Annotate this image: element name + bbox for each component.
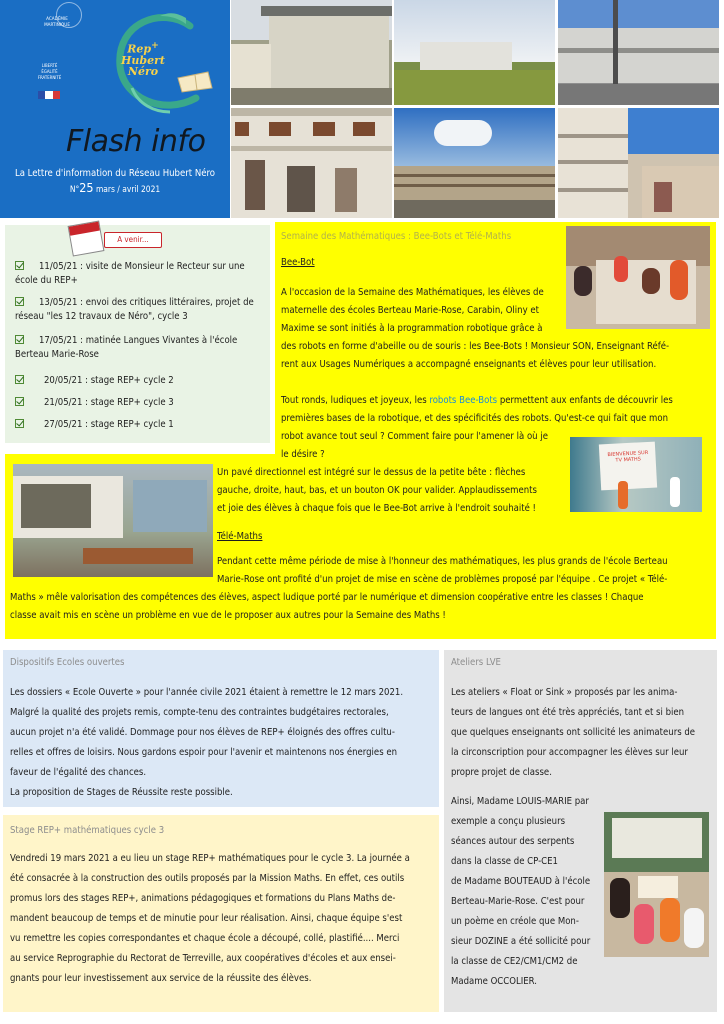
text-line: que quelques enseignants ont sollicité les animateurs de (451, 727, 696, 738)
text-line: et joie des élèves à chaque fois que le Bee-Bot arrive à l'endroit souhaité ! (217, 503, 536, 514)
event-text: 17/05/21 : matinée Langues Vivantes à l'école (39, 335, 238, 346)
text-line: Un pavé directionnel est intégré sur le dessus de la petite bête : flèches (217, 467, 526, 478)
classroom-screen-photo (13, 464, 213, 577)
republic-line: FRATERNITÉ (37, 76, 62, 81)
text-line: exemple a conçu plusieurs (451, 816, 566, 827)
text-line: A l'occasion de la Semaine des Mathématiques, les élèves de (281, 287, 544, 298)
text-line: La proposition de Stages de Réussite reste possible. (10, 787, 233, 798)
ateliers-text (451, 683, 713, 783)
issue-number: 25 (79, 180, 94, 195)
text-line: Maxime se sont initiés à la programmation robotique grâce à (281, 323, 543, 334)
event-text: école du REP+ (15, 275, 78, 286)
beebot-heading: Bee-Bot (281, 257, 315, 268)
text-line: rent aux Usages Numériques a accompagné enseignants et élèves pour leur utilisation. (281, 359, 657, 370)
page-subtitle: La Lettre d'information du Réseau Hubert Néro (14, 168, 216, 179)
beebot-paragraph-2-cont (281, 428, 563, 464)
event-text: Berteau Marie-Rose (15, 349, 99, 360)
event-text: réseau "les 12 travaux de Néro", cycle 3 (15, 311, 188, 322)
text-line: robot avance tout seul ? Comment faire pour l'amener là où je (281, 431, 548, 442)
issue-prefix: N° (69, 184, 80, 194)
academy-line: MARTINIQUE (44, 23, 70, 28)
school-photo-1 (231, 0, 392, 105)
beebot-paragraph-3 (217, 464, 712, 518)
event-text: 27/05/21 : stage REP+ cycle 1 (44, 419, 174, 430)
checkbox-icon (15, 297, 24, 306)
checkbox-icon (15, 335, 24, 344)
text-line: gauche, droite, haut, bas, et un bouton OK pour valider. Applaudissements (217, 485, 537, 496)
beebot-paragraph-2 (281, 392, 711, 428)
beebot-paragraph (281, 284, 563, 338)
classroom-children-photo (604, 812, 709, 957)
hubert-word: Hubert (121, 53, 165, 67)
page-title: Flash info (66, 124, 206, 159)
text-line: aucun projet n'a été validé. Dommage pour nos élèves de REP+ éloignés des offres cultu- (10, 727, 395, 738)
school-photo-5 (394, 108, 555, 218)
text-line: faveur de l'égalité des chances. (10, 767, 147, 778)
event-text: 20/05/21 : stage REP+ cycle 2 (44, 375, 174, 386)
text-line: vu remettre les copies correspondantes et chaque école a découpé, collé, plastifié.... Merci (10, 933, 400, 944)
telemaths-paragraph-cont (10, 589, 712, 625)
telemaths-heading: Télé-Maths (217, 531, 263, 542)
academy-logo (22, 3, 92, 63)
checkbox-icon (15, 397, 24, 406)
academy-line (22, 29, 92, 63)
text-line: Ainsi, Madame LOUIS-MARIE par (451, 796, 589, 807)
school-photo-4 (231, 108, 392, 218)
academy-line: ACADÉMIE (46, 17, 68, 22)
telemaths-paragraph (217, 553, 712, 589)
beebot-photo (566, 226, 710, 329)
text-line: Vendredi 19 mars 2021 a eu lieu un stage REP+ mathématiques pour le cycle 3. La journée a (10, 853, 410, 864)
text-line: teurs de langues ont été très appréciés, tant et si bien (451, 707, 685, 718)
stage-text (10, 849, 435, 989)
school-photo-3 (558, 0, 719, 105)
maths-section-title: Semaine des Mathématiques : Bee-Bots et Télé-Maths (281, 231, 512, 242)
text-line: Marie-Rose ont profité d'un projet de mise en scène de problèmes proposé par l'équipe . Ce projet « Télé- (217, 574, 668, 585)
french-flag-icon (38, 91, 60, 99)
beebot-paragraph-cont (281, 338, 711, 374)
event-text: 13/05/21 : envoi des critiques littéraires, projet de (39, 297, 254, 308)
issue-date: mars / avril 2021 (95, 184, 161, 194)
text-line: maternelle des écoles Berteau Marie-Rose, Carabin, Oliny et (281, 305, 539, 316)
text-line: Tout ronds, ludiques et joyeux, les robots Bee-Bots permettent aux enfants de découvrir les (281, 395, 673, 406)
checkbox-icon (15, 375, 24, 384)
text-line: propre projet de classe. (451, 767, 552, 778)
text-line: sieur DOZINE a été sollicité pour (451, 936, 591, 947)
republic-line: LIBERTÉ (41, 64, 58, 69)
text-line: Berteau-Marie-Rose. C'est pour (451, 896, 585, 907)
board-text: BIENVENUE SUR TV MATHS (607, 449, 649, 464)
dispositifs-text (10, 683, 435, 803)
calendar-icon (68, 220, 105, 256)
event-item (15, 296, 255, 324)
event-text: 21/05/21 : stage REP+ cycle 3 (44, 397, 174, 408)
text-line: Les dossiers « Ecole Ouverte » pour l'année civile 2021 étaient à remettre le 12 mars 2021. (10, 687, 404, 698)
text-line: au service Reprographie du Rectorat de Terreville, aux coopératives d'écoles et aux ensei- (10, 953, 396, 964)
text-line: Les ateliers « Float or Sink » proposés par les anima- (451, 687, 678, 698)
ateliers-text-2 (451, 792, 601, 992)
checkbox-icon (15, 261, 24, 270)
text-line: de Madame BOUTEAUD à l'école (451, 876, 591, 887)
text-line: Maths » mêle valorisation des compétences des élèves, aspect ludique porté par le numérique et dimension coopérative entre les classes ! Chaque (10, 592, 644, 603)
text-line: promus lors des stages REP+, animations pédagogiques et formations du Plans Maths de- (10, 893, 396, 904)
text-line: Madame OCCOLIER. (451, 976, 537, 987)
stage-title: Stage REP+ mathématiques cycle 3 (10, 825, 165, 836)
text-line: été consacrée à la construction des outils proposés par la Mission Maths. En effet, ces outils (10, 873, 405, 884)
event-item (15, 334, 255, 362)
text-line: relles et offres de loisirs. Nous gardons espoir pour l'avenir et maintenons nos énergies en (10, 747, 398, 758)
republic-block (22, 64, 77, 82)
text-line: Pendant cette même période de mise à l'honneur des mathématiques, les plus grands de l'école Berteau (217, 556, 668, 567)
republic-line: ÉGALITÉ (41, 70, 58, 75)
checkbox-icon (15, 419, 24, 428)
dispositifs-title: Dispositifs Ecoles ouvertes (10, 657, 125, 668)
event-text: 11/05/21 : visite de Monsieur le Recteur sur une (39, 261, 245, 272)
text-line: un poème en créole que Mon- (451, 916, 579, 927)
text-line: la circonscription pour accompagner les élèves sur leur (451, 747, 688, 758)
text-line: des robots en forme d'abeille ou de souris : les Bee-Bots ! Monsieur SON, Enseignant Réfé- (281, 341, 670, 352)
event-item (15, 260, 255, 288)
school-photo-6 (558, 108, 719, 218)
text-line: Malgré la qualité des projets remis, compte-tenu des contraintes budgétaires rectorales, (10, 707, 389, 718)
event-item (15, 418, 255, 432)
nero-word: Néro (127, 64, 159, 78)
event-item (15, 374, 255, 388)
text-line: la classe de CE2/CM1/CM2 de (451, 956, 578, 967)
text-line: premières bases de la robotique, et des spécificités des robots. Qu'est-ce qui fait que mon (281, 413, 669, 424)
ateliers-title: Ateliers LVE (451, 657, 501, 668)
highlighted-text: robots Bee-Bots (429, 395, 498, 406)
event-item (15, 396, 255, 410)
text-line: dans la classe de CP-CE1 (451, 856, 558, 867)
text-line: classe avait mis en scène un problème en vue de le proposer aux autres pour la Semaine des Maths ! (10, 610, 446, 621)
text-line: séances autour des serpents (451, 836, 575, 847)
text-line: gnants pour leur investissement aux service de la réussite des élèves. (10, 973, 312, 984)
issue-info (0, 180, 230, 195)
school-photo-2 (394, 0, 555, 105)
text-line: mandent beaucoup de temps et de minutie pour leur réalisation. Ainsi, chaque équipe s'est (10, 913, 403, 924)
upcoming-label: A venir... (104, 232, 162, 248)
rep-logo-text (118, 40, 168, 77)
rep-word: Rep+ (127, 40, 159, 56)
text-line: le désire ? (281, 449, 325, 460)
